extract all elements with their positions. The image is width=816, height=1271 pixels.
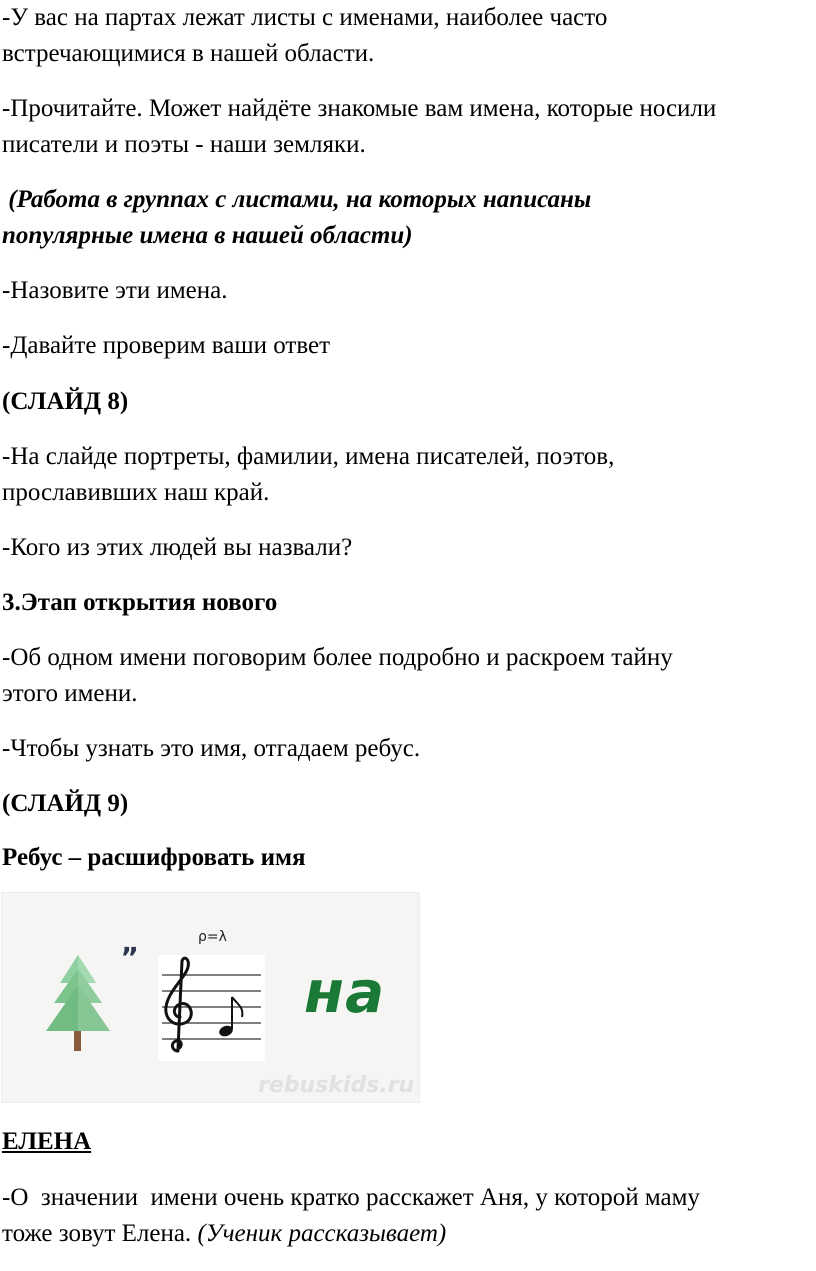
slide-9-heading: (СЛАЙД 9)	[2, 790, 129, 817]
paragraph-line: -У вас на партах лежат листы с именами, наиболее часто	[2, 4, 608, 31]
paragraph-line: -О значении имени очень кратко расскажет Аня, у которой маму	[2, 1184, 700, 1211]
paragraph-line: писатели и поэты - наши земляки.	[2, 131, 366, 158]
paragraph-line: -На слайде портреты, фамилии, имена писателей, поэтов,	[2, 443, 615, 470]
student-note: (Ученик рассказывает)	[197, 1220, 447, 1247]
quote-mark: „	[121, 926, 140, 959]
paragraph-line: -Кого из этих людей вы назвали?	[2, 534, 353, 561]
group-work-note-line: (Работа в группах с листами, на которых написаны	[2, 186, 592, 213]
paragraph-line: -Об одном имени поговорим более подробно и раскроем тайну	[2, 644, 673, 671]
answer-name: ЕЛЕНА	[2, 1128, 92, 1155]
rebus-heading: Ребус – расшифровать имя	[2, 844, 306, 871]
paragraph-line: -Чтобы узнать это имя, отгадаем ребус.	[2, 735, 421, 762]
paragraph-line: -Давайте проверим ваши ответ	[2, 332, 331, 359]
watermark: rebuskids.ru	[258, 1073, 415, 1098]
treble-clef-icon	[166, 958, 191, 1051]
eighth-note-icon	[218, 997, 243, 1038]
paragraph-text: тоже зовут Елена.	[2, 1220, 198, 1247]
music-staff	[158, 955, 265, 1061]
tempo-label: ρ=λ	[198, 929, 227, 945]
paragraph-line	[2, 1216, 812, 1251]
paragraph-line: -Прочитайте. Может найдёте знакомые вам имена, которые носили	[2, 95, 717, 122]
paragraph-line: -Назовите эти имена.	[2, 277, 228, 304]
slide-8-heading: (СЛАЙД 8)	[2, 388, 129, 415]
paragraph-line: этого имени.	[2, 680, 138, 707]
spruce-tree-icon	[40, 955, 116, 1055]
group-work-note-line: популярные имена в нашей области)	[2, 222, 413, 249]
paragraph-line: прославивших наш край.	[2, 479, 270, 506]
rebus-syllable: на	[304, 958, 386, 1026]
stage-3-heading: 3.Этап открытия нового	[2, 589, 278, 616]
rebus-image	[1, 892, 420, 1103]
paragraph-line: встречающимися в нашей области.	[2, 40, 375, 67]
